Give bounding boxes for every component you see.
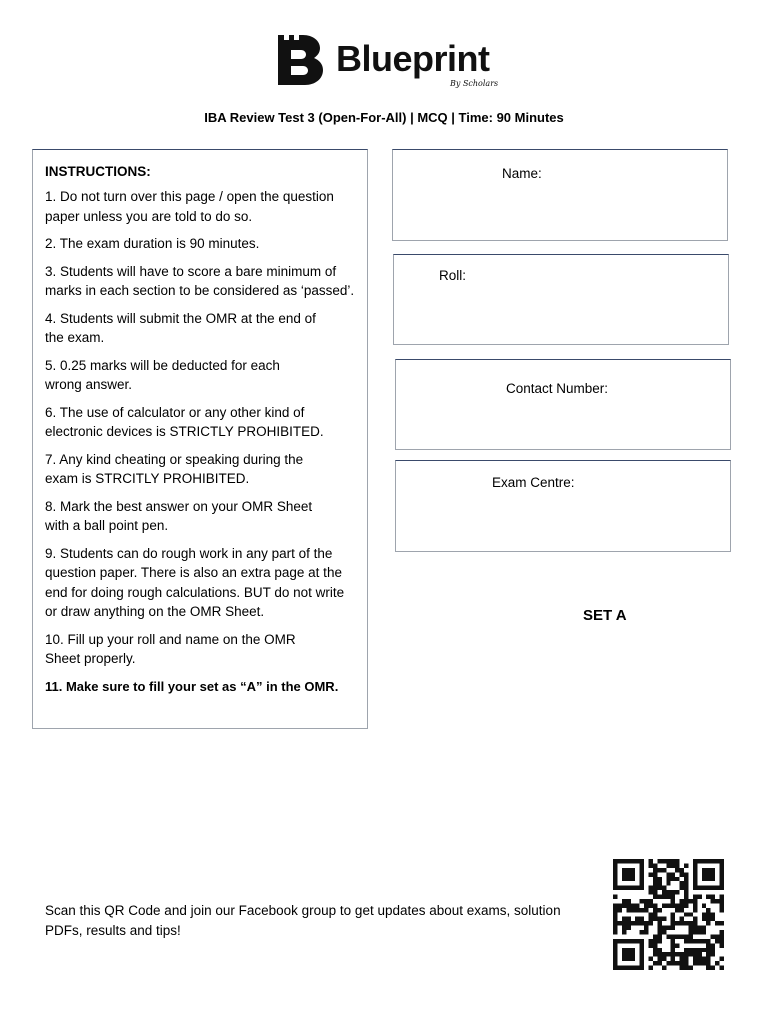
roll-field-box[interactable] xyxy=(393,254,729,345)
blueprint-logo-icon xyxy=(278,33,324,85)
instructions-box xyxy=(32,149,368,729)
instruction-item: 8. Mark the best answer on your OMR Sheet with a ball point pen. xyxy=(45,498,313,533)
exam-centre-field-label: Exam Centre: xyxy=(492,475,575,490)
logo-wordmark: Blueprint xyxy=(336,38,490,79)
roll-field-label: Roll: xyxy=(439,268,467,283)
instruction-item: 3. Students will have to score a bare minimum of marks in each section to be considered as ‘passed’. xyxy=(45,263,355,298)
blueprint-logo xyxy=(278,33,508,93)
qr-code-icon xyxy=(613,858,724,971)
instruction-item: 7. Any kind cheating or speaking during the exam is STRCITLY PROHIBITED. xyxy=(45,451,304,486)
contact-field-label: Contact Number: xyxy=(506,381,609,396)
set-label: SET A xyxy=(583,607,627,624)
instruction-item: 6. The use of calculator or any other kind of electronic devices is STRICTLY PROHIBITED. xyxy=(45,404,324,439)
instruction-item: 10. Fill up your roll and name on the OMR Sheet properly. xyxy=(45,631,296,666)
name-field-box[interactable] xyxy=(392,149,728,241)
contact-field-box[interactable] xyxy=(395,359,731,450)
instruction-item: 4. Students will submit the OMR at the end of the exam. xyxy=(45,310,316,345)
instruction-item-set: 11. Make sure to fill your set as “A” in the OMR. xyxy=(45,678,339,694)
exam-centre-field-box[interactable] xyxy=(395,460,731,552)
name-field-label: Name: xyxy=(502,166,542,181)
logo-subtitle: By Scholars xyxy=(450,79,499,88)
instruction-item: 2. The exam duration is 90 minutes. xyxy=(45,236,260,251)
instruction-item: 5. 0.25 marks will be deducted for each wrong answer. xyxy=(45,357,280,392)
instruction-item: 9. Students can do rough work in any part of the question paper. There is also an extra page at the end for doing rough calculations. BUT do not write or draw anything on the OMR Sheet. xyxy=(45,545,345,619)
instruction-item: 1. Do not turn over this page / open the question paper unless you are told to do so. xyxy=(45,189,334,224)
instructions-heading: INSTRUCTIONS: xyxy=(45,164,151,179)
page-title: IBA Review Test 3 (Open-For-All) | MCQ | Time: 90 Minutes xyxy=(204,110,564,125)
footer-text: Scan this QR Code and join our Facebook group to get updates about exams, solution PDFs, results and tips! xyxy=(45,903,561,938)
